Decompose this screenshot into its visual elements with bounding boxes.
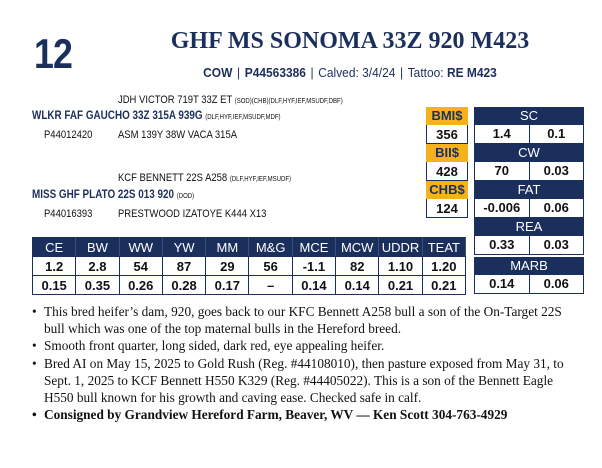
pedigree-dam-reg: P44016393	[44, 208, 93, 220]
pedigree-sire: WLKR FAF GAUCHO 33Z 315A 939G (DLF,HYF,IEF,MSUDF,MDF)	[32, 110, 281, 122]
tattoo-label: Tattoo:	[407, 65, 444, 80]
trait-sc	[474, 107, 584, 144]
trait-acc: 0.06	[543, 276, 569, 291]
index-value: 356	[426, 125, 468, 144]
epd-value: 1.2	[33, 257, 76, 276]
trait-label: SC	[474, 107, 584, 125]
epd-header: MCW	[336, 238, 379, 257]
trait-epd: 0.33	[475, 236, 530, 254]
epd-value: -1.1	[292, 257, 335, 276]
pedigree-dam-dam: PRESTWOOD IZATOYE K444 X13	[118, 208, 267, 220]
epd-header: CE	[33, 238, 76, 257]
trait-acc: 0.03	[543, 163, 569, 178]
pedigree-dam: MISS GHF PLATO 22S 013 920 (DOD)	[32, 189, 195, 201]
epd-accuracy: 0.21	[379, 276, 422, 295]
registration-number: P44563386	[244, 65, 306, 80]
pedigree-sire-reg: P44012420	[44, 129, 93, 141]
trait-epd: 70	[475, 162, 530, 180]
trait-epd: -0.006	[475, 199, 530, 217]
index-chb	[426, 181, 468, 218]
index-value: 428	[426, 162, 468, 181]
calved-date: Calved: 3/4/24	[318, 65, 396, 80]
epd-header: TEAT	[422, 238, 465, 257]
epd-accuracy-row	[33, 276, 466, 295]
epd-header-row	[33, 238, 466, 257]
epd-value: 29	[206, 257, 249, 276]
epd-value: 56	[249, 257, 292, 276]
epd-accuracy: –	[249, 276, 292, 295]
index-bmi	[426, 107, 468, 144]
note-item: • Bred AI on May 15, 2025 to Gold Rush (Reg. #44108010), then pasture exposed from May 31, to Sept. 1, 2025 to KCF Bennett H550 K329 (Reg. #44405022). This is a son of the Bennett Eagle H550 bull known for his growth and caving ease. Checked safe in calf.	[32, 355, 584, 407]
animal-name: GHF MS SONOMA 33Z 920 M423	[170, 28, 530, 54]
trait-label: MARB	[474, 257, 584, 275]
pedigree-sire-dam: ASM 139Y 38W VACA 315A	[118, 129, 238, 141]
epd-accuracy: 0.15	[33, 276, 76, 295]
epd-header: MCE	[292, 238, 335, 257]
epd-accuracy: 0.14	[292, 276, 335, 295]
epd-accuracy: 0.21	[422, 276, 465, 295]
index-label: CHB$	[426, 181, 468, 199]
epd-value-row	[33, 257, 466, 276]
trait-acc: 0.1	[547, 126, 566, 141]
epd-accuracy: 0.35	[76, 276, 119, 295]
epd-accuracy: 0.14	[336, 276, 379, 295]
trait-marb	[474, 257, 584, 294]
trait-acc: 0.06	[543, 200, 569, 215]
index-bii	[426, 144, 468, 181]
epd-value: 82	[336, 257, 379, 276]
trait-rea	[474, 218, 584, 255]
note-item: • This bred heifer’s dam, 920, goes back to our KFC Bennett A258 bull a son of the On-Target 22S bull which was one of the top maternal bulls in the Hereford breed.	[32, 303, 584, 337]
trait-label: FAT	[474, 181, 584, 199]
trait-label: CW	[474, 144, 584, 162]
trait-label: REA	[474, 218, 584, 236]
epd-header: WW	[119, 238, 162, 257]
pedigree-dam-sire: KCF BENNETT 22S A258 (DLF,HYF,IEF,MSUDF)	[118, 172, 292, 184]
epd-accuracy: 0.26	[119, 276, 162, 295]
epd-accuracy: 0.17	[206, 276, 249, 295]
sex: COW	[203, 65, 233, 80]
trait-epd: 1.4	[475, 125, 530, 143]
trait-fat	[474, 181, 584, 218]
epd-header: BW	[76, 238, 119, 257]
consignor-note: • Consigned by Grandview Hereford Farm, Beaver, WV — Ken Scott 304-763-4929	[32, 406, 584, 423]
epd-value: 54	[119, 257, 162, 276]
epd-value: 1.20	[422, 257, 465, 276]
trait-cw	[474, 144, 584, 181]
epd-table	[32, 237, 466, 295]
lot-number: 12	[34, 30, 73, 77]
epd-value: 2.8	[76, 257, 119, 276]
index-label: BII$	[426, 144, 468, 162]
epd-accuracy: 0.28	[162, 276, 205, 295]
epd-header: YW	[162, 238, 205, 257]
animal-info-line: COW | P44563386 | Calved: 3/4/24 | Tattoo: RE M423	[203, 65, 497, 80]
epd-header: MM	[206, 238, 249, 257]
epd-header: M&G	[249, 238, 292, 257]
epd-value: 87	[162, 257, 205, 276]
lot-notes	[32, 303, 584, 423]
epd-header: UDDR	[379, 238, 422, 257]
epd-value: 1.10	[379, 257, 422, 276]
pedigree-sire-sire: JDH VICTOR 719T 33Z ET (SOD)(CHB)(DLF,HYF,IEF,MSUDF,DBF)	[118, 94, 343, 106]
index-label: BMI$	[426, 107, 468, 125]
note-item: • Smooth front quarter, long sided, dark red, eye appealing heifer.	[32, 337, 584, 354]
trait-epd: 0.14	[475, 275, 530, 293]
tattoo: RE M423	[446, 65, 497, 80]
index-value: 124	[426, 199, 468, 218]
trait-acc: 0.03	[543, 237, 569, 252]
